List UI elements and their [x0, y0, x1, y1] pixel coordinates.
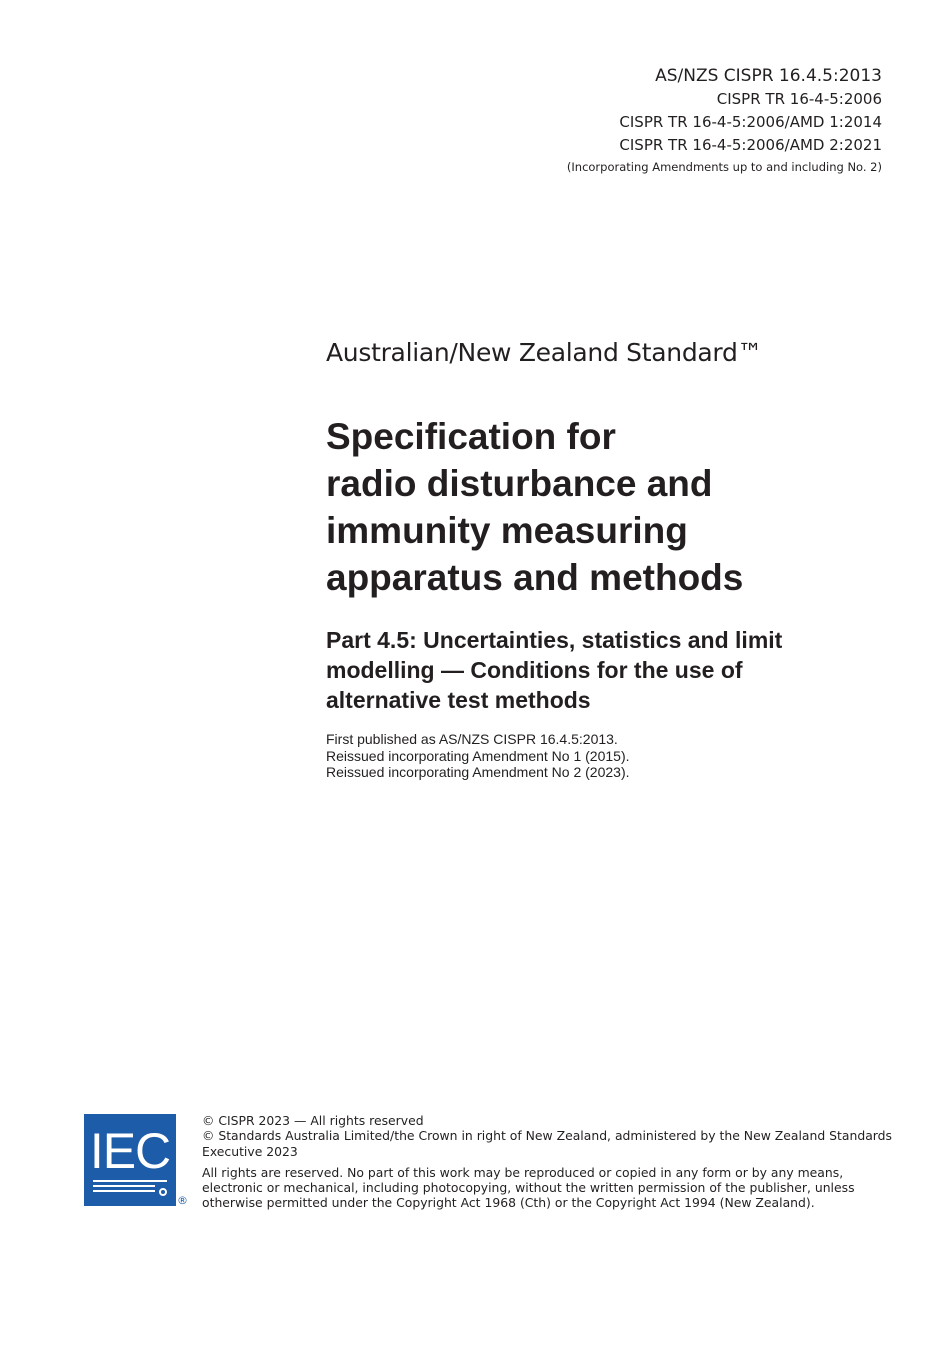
publication-history — [326, 731, 886, 781]
iec-logo — [84, 1114, 176, 1206]
title-line: radio disturbance and — [326, 463, 713, 504]
logo-stripe — [93, 1185, 155, 1187]
copyright-line: © Standards Australia Limited/the Crown in right of New Zealand, administered by the New Zealand Standards — [202, 1128, 892, 1144]
part-line: modelling — Conditions for the use of — [326, 657, 743, 683]
title-line: apparatus and methods — [326, 557, 744, 598]
part-title — [326, 625, 886, 715]
identifier-line: CISPR TR 16-4-5:2006/AMD 2:2021 — [619, 136, 882, 154]
part-line: Part 4.5: Uncertainties, statistics and limit — [326, 627, 783, 653]
copyright-line: Executive 2023 — [202, 1143, 298, 1159]
part-line: alternative test methods — [326, 687, 591, 713]
rights-line: All rights are reserved. No part of this work may be reproduced or copied in any form or by any means, — [202, 1164, 844, 1180]
logo-stripe — [93, 1190, 155, 1192]
title-block — [326, 336, 886, 781]
series-label: Australian/New Zealand Standard™ — [326, 338, 763, 367]
rights-line: otherwise permitted under the Copyright Act 1968 (Cth) or the Copyright Act 1994 (New Zealand). — [202, 1195, 815, 1211]
history-line: Reissued incorporating Amendment No 2 (2023). — [326, 764, 630, 780]
identifier-line: CISPR TR 16-4-5:2006/AMD 1:2014 — [619, 113, 882, 131]
title-line: immunity measuring — [326, 510, 688, 551]
iec-logo-text: IEC — [89, 1123, 171, 1179]
copyright-line: © CISPR 2023 — All rights reserved — [202, 1113, 424, 1128]
logo-stripe — [93, 1180, 167, 1182]
history-line: First published as AS/NZS CISPR 16.4.5:2013. — [326, 731, 618, 747]
title-line: Specification for — [326, 416, 616, 457]
logo-dot — [159, 1188, 167, 1196]
identifier-line: CISPR TR 16-4-5:2006 — [716, 90, 882, 108]
rights-line: electronic or mechanical, including photocopying, without the written permission of the publisher, unless — [202, 1180, 855, 1196]
rights-statement — [202, 1165, 892, 1211]
standard-identifiers — [567, 64, 882, 176]
incorporating-note: (Incorporating Amendments up to and including No. 2) — [566, 160, 882, 174]
logo-stripes — [93, 1180, 167, 1195]
history-line: Reissued incorporating Amendment No 1 (2015). — [326, 747, 630, 764]
copyright-block — [202, 1113, 892, 1211]
primary-designation: AS/NZS CISPR 16.4.5:2013 — [655, 66, 882, 86]
registered-mark: ® — [177, 1194, 188, 1207]
document-title — [326, 413, 886, 601]
